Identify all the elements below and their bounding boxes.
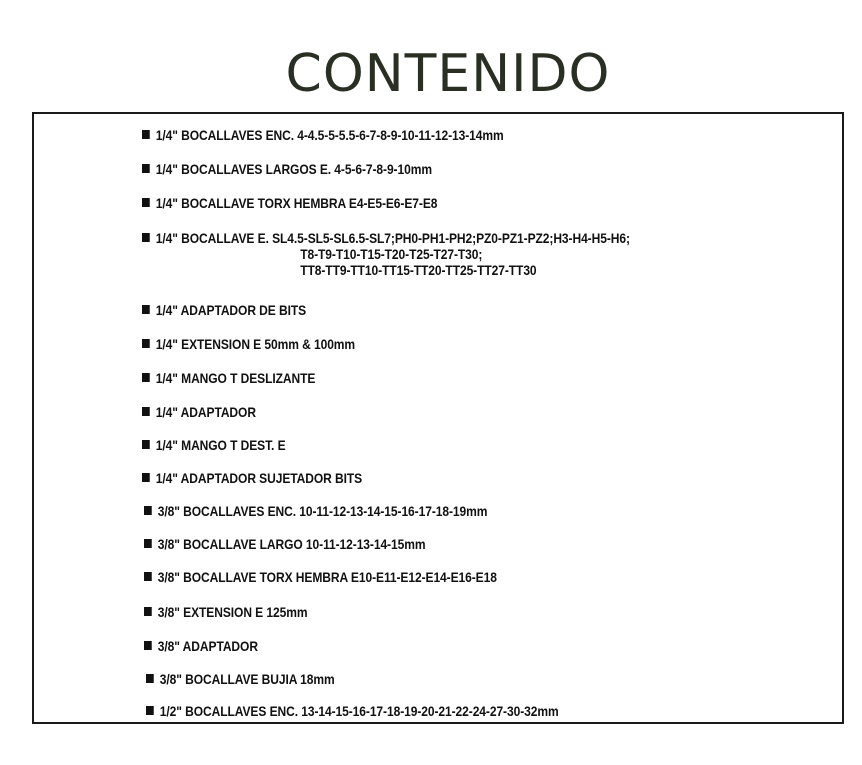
bullet-icon bbox=[142, 339, 150, 348]
bullet-icon bbox=[146, 706, 154, 715]
bullet-icon bbox=[146, 674, 154, 683]
list-item bbox=[142, 470, 362, 486]
list-item bbox=[142, 370, 315, 386]
bullet-icon bbox=[144, 572, 152, 581]
list-item bbox=[144, 503, 487, 519]
bullet-icon bbox=[142, 198, 150, 207]
item-text-line-3: TT8-TT9-TT10-TT15-TT20-TT25-TT27-TT30 bbox=[300, 262, 537, 278]
list-item bbox=[144, 569, 497, 585]
list-item bbox=[142, 404, 256, 420]
list-item bbox=[144, 638, 258, 654]
bullet-icon bbox=[142, 440, 150, 449]
bullet-icon bbox=[142, 130, 150, 139]
item-text: 3/8" ADAPTADOR bbox=[157, 638, 258, 654]
item-text: 1/4" BOCALLAVES ENC. 4-4.5-5-5.5-6-7-8-9-10-11-12-13-14mm bbox=[155, 127, 504, 143]
bullet-icon bbox=[144, 506, 152, 515]
page-title: CONTENIDO bbox=[285, 44, 611, 104]
list-item bbox=[144, 536, 425, 552]
bullet-icon bbox=[142, 164, 150, 173]
item-text: 1/4" ADAPTADOR SUJETADOR BITS bbox=[155, 470, 363, 486]
bullet-icon bbox=[142, 233, 150, 242]
bullet-icon bbox=[144, 607, 152, 616]
item-text-line-2: T8-T9-T10-T15-T20-T25-T27-T30; bbox=[300, 246, 483, 262]
bullet-icon bbox=[142, 473, 150, 482]
item-text: 1/4" BOCALLAVES LARGOS E. 4-5-6-7-8-9-10mm bbox=[155, 161, 432, 177]
item-text: 1/4" BOCALLAVE E. SL4.5-SL5-SL6.5-SL7;PH0-PH1-PH2;PZ0-PZ1-PZ2;H3-H4-H5-H6; bbox=[155, 230, 630, 246]
item-text: 1/4" ADAPTADOR bbox=[155, 404, 256, 420]
list-item bbox=[142, 127, 504, 143]
bullet-icon bbox=[142, 407, 150, 416]
list-item bbox=[146, 703, 559, 719]
bullet-icon bbox=[142, 373, 150, 382]
item-text: 3/8" BOCALLAVE LARGO 10-11-12-13-14-15mm bbox=[157, 536, 426, 552]
item-text: 1/4" MANGO T DESLIZANTE bbox=[155, 370, 316, 386]
list-item bbox=[146, 671, 335, 687]
list-item bbox=[142, 230, 630, 278]
item-text: 3/8" BOCALLAVE TORX HEMBRA E10-E11-E12-E14-E16-E18 bbox=[157, 569, 497, 585]
item-text: 3/8" BOCALLAVES ENC. 10-11-12-13-14-15-16-17-18-19mm bbox=[157, 503, 488, 519]
item-text: 1/2" BOCALLAVES ENC. 13-14-15-16-17-18-19-20-21-22-24-27-30-32mm bbox=[159, 703, 559, 719]
list-item bbox=[144, 604, 307, 620]
list-item bbox=[142, 161, 432, 177]
item-text: 1/4" ADAPTADOR DE BITS bbox=[155, 302, 307, 318]
bullet-icon bbox=[144, 539, 152, 548]
item-text: 1/4" BOCALLAVE TORX HEMBRA E4-E5-E6-E7-E8 bbox=[155, 195, 438, 211]
contents-list bbox=[34, 114, 842, 722]
item-text: 1/4" EXTENSION E 50mm & 100mm bbox=[155, 336, 356, 352]
item-text: 3/8" EXTENSION E 125mm bbox=[157, 604, 308, 620]
item-text: 1/4" MANGO T DEST. E bbox=[155, 437, 286, 453]
list-item bbox=[142, 302, 306, 318]
bullet-icon bbox=[142, 305, 150, 314]
list-item bbox=[142, 195, 437, 211]
bullet-icon bbox=[144, 641, 152, 650]
list-item bbox=[142, 437, 286, 453]
item-text: 3/8" BOCALLAVE BUJIA 18mm bbox=[159, 671, 335, 687]
list-item bbox=[142, 336, 355, 352]
contents-box bbox=[32, 112, 844, 724]
